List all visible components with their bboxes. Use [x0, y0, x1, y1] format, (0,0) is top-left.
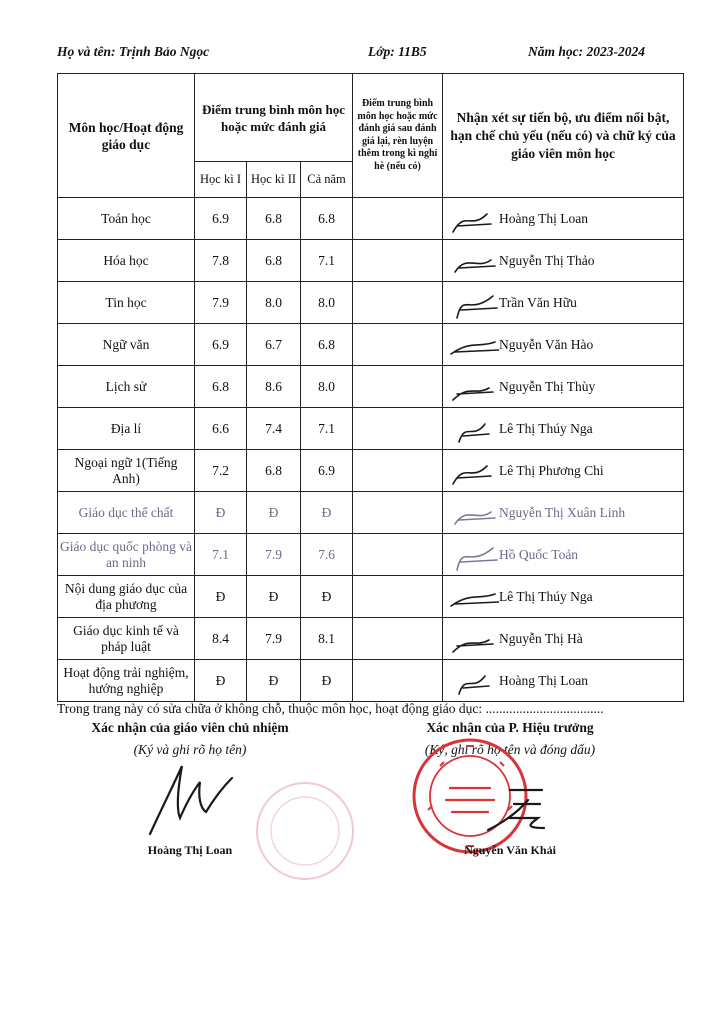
teacher-signature-cell	[443, 282, 684, 324]
subject-cell: Giáo dục thể chất	[58, 492, 195, 534]
class-label: Lớp: 11B5	[368, 44, 427, 59]
semester2-cell: 6.8	[247, 240, 301, 282]
school-year: Năm học: 2023-2024	[528, 44, 645, 59]
teacher-signature	[447, 244, 499, 278]
semester1-cell: 7.1	[195, 534, 247, 576]
year-cell: 8.0	[301, 282, 353, 324]
homeroom-confirm-title: Xác nhận của giáo viên chủ nhiệm	[91, 720, 289, 735]
teacher-name: Nguyễn Thị Thùy	[499, 379, 596, 394]
teacher-name: Lê Thị Thúy Nga	[499, 589, 593, 604]
teacher-signature	[447, 328, 499, 362]
homeroom-signature	[138, 760, 238, 840]
year-cell: 6.8	[301, 324, 353, 366]
year-cell: Đ	[301, 576, 353, 618]
retest-cell	[353, 240, 443, 282]
semester1-cell: 7.2	[195, 450, 247, 492]
retest-cell	[353, 660, 443, 702]
semester2-cell: 6.7	[247, 324, 301, 366]
subject-cell: Toán học	[58, 198, 195, 240]
table-row	[58, 240, 684, 282]
retest-cell	[353, 282, 443, 324]
teacher-signature-cell	[443, 198, 684, 240]
retest-cell	[353, 324, 443, 366]
student-name: Họ và tên: Trịnh Bảo Ngọc	[57, 44, 210, 59]
teacher-signature	[447, 454, 499, 488]
table-row	[58, 324, 684, 366]
semester1-cell: 6.9	[195, 198, 247, 240]
teacher-signature-cell	[443, 366, 684, 408]
retest-cell	[353, 576, 443, 618]
table-row	[58, 618, 684, 660]
subject-cell: Tin học	[58, 282, 195, 324]
homeroom-sign-instruction: (Ký và ghi rõ họ tên)	[133, 742, 247, 757]
subject-cell: Hoạt động trải nghiệm, hướng nghiệp	[58, 660, 195, 702]
teacher-signature	[447, 370, 499, 404]
subject-cell: Giáo dục kinh tế và pháp luật	[58, 618, 195, 660]
retest-cell	[353, 450, 443, 492]
table-row	[58, 534, 684, 576]
teacher-signature	[447, 622, 499, 656]
retest-cell	[353, 618, 443, 660]
subject-cell: Nội dung giáo dục của địa phương	[58, 576, 195, 618]
year-cell: Đ	[301, 492, 353, 534]
semester2-cell: 6.8	[247, 450, 301, 492]
teacher-signature	[447, 580, 499, 614]
subject-cell: Ngữ văn	[58, 324, 195, 366]
year-header: Cả năm	[301, 162, 353, 198]
teacher-signature-cell	[443, 660, 684, 702]
subject-cell: Địa lí	[58, 408, 195, 450]
semester1-header: Học kì I	[195, 162, 247, 198]
subject-cell: Lịch sử	[58, 366, 195, 408]
semester1-cell: Đ	[195, 660, 247, 702]
year-cell: 8.0	[301, 366, 353, 408]
teacher-signature	[447, 202, 499, 236]
grades-table	[57, 73, 684, 702]
semester1-cell: 6.8	[195, 366, 247, 408]
semester1-cell: Đ	[195, 576, 247, 618]
correction-note: Trong trang này có sửa chữa ở không chỗ, thuộc môn học, hoạt động giáo dục: ...................................	[57, 701, 604, 716]
semester1-cell: 8.4	[195, 618, 247, 660]
teacher-signature	[447, 538, 499, 572]
remark-header: Nhận xét sự tiến bộ, ưu điểm nổi bật, hạn chế chủ yếu (nếu có) và chữ ký của giáo viên môn học	[443, 74, 684, 198]
retest-cell	[353, 366, 443, 408]
teacher-signature-cell	[443, 534, 684, 576]
retest-cell	[353, 408, 443, 450]
semester2-cell: 7.9	[247, 618, 301, 660]
year-cell: Đ	[301, 660, 353, 702]
subject-cell: Ngoại ngữ 1(Tiếng Anh)	[58, 450, 195, 492]
year-cell: 7.1	[301, 240, 353, 282]
teacher-signature	[447, 664, 499, 698]
teacher-name: Trần Văn Hữu	[499, 295, 577, 310]
teacher-name: Lê Thị Phương Chi	[499, 463, 604, 478]
semester1-cell: 7.9	[195, 282, 247, 324]
teacher-signature-cell	[443, 618, 684, 660]
semester1-cell: 7.8	[195, 240, 247, 282]
semester2-cell: 7.9	[247, 534, 301, 576]
principal-sign-instruction: (Ký, ghi rõ họ tên và đóng dấu)	[424, 742, 596, 757]
teacher-signature	[447, 412, 499, 446]
table-row	[58, 366, 684, 408]
semester2-cell: Đ	[247, 492, 301, 534]
teacher-name: Lê Thị Thúy Nga	[499, 421, 593, 436]
teacher-name: Nguyễn Thị Thảo	[499, 253, 595, 268]
table-row	[58, 492, 684, 534]
semester1-cell: 6.9	[195, 324, 247, 366]
teacher-signature-cell	[443, 492, 684, 534]
retest-cell	[353, 492, 443, 534]
table-row	[58, 198, 684, 240]
faint-stamp-watermark	[252, 778, 358, 884]
year-cell: 6.9	[301, 450, 353, 492]
teacher-name: Nguyễn Văn Hào	[499, 337, 594, 352]
year-cell: 7.1	[301, 408, 353, 450]
table-row	[58, 282, 684, 324]
semester1-cell: Đ	[195, 492, 247, 534]
semester2-cell: 6.8	[247, 198, 301, 240]
semester2-cell: Đ	[247, 660, 301, 702]
teacher-name: Nguyễn Thị Hà	[499, 631, 583, 646]
subject-cell: Giáo dục quốc phòng và an ninh	[58, 534, 195, 576]
subject-cell: Hóa học	[58, 240, 195, 282]
teacher-name: Nguyễn Thị Xuân Linh	[499, 505, 626, 520]
year-cell: 8.1	[301, 618, 353, 660]
table-row	[58, 660, 684, 702]
teacher-signature	[447, 286, 499, 320]
semester2-cell: Đ	[247, 576, 301, 618]
year-cell: 6.8	[301, 198, 353, 240]
semester2-cell: 8.6	[247, 366, 301, 408]
semester2-header: Học kì II	[247, 162, 301, 198]
semester1-cell: 6.6	[195, 408, 247, 450]
table-row	[58, 450, 684, 492]
retest-header: Điểm trung bình môn học hoặc mức đánh giá sau đánh giá lại, rèn luyện thêm trong kì nghỉ hè (nếu có)	[353, 74, 443, 198]
principal-confirm-title: Xác nhận của P. Hiệu trưởng	[426, 720, 594, 735]
semester2-cell: 7.4	[247, 408, 301, 450]
teacher-name: Hoàng Thị Loan	[499, 211, 588, 226]
semester2-cell: 8.0	[247, 282, 301, 324]
retest-cell	[353, 198, 443, 240]
table-row	[58, 576, 684, 618]
teacher-signature	[447, 496, 499, 530]
average-header: Điểm trung bình môn học hoặc mức đánh giá	[195, 74, 353, 162]
teacher-signature-cell	[443, 408, 684, 450]
subject-header: Môn học/Hoạt động giáo dục	[58, 74, 195, 198]
teacher-name: Hồ Quốc Toản	[499, 547, 579, 562]
teacher-signature-cell	[443, 324, 684, 366]
teacher-signature-cell	[443, 240, 684, 282]
teacher-name: Hoàng Thị Loan	[499, 673, 588, 688]
principal-signature	[484, 782, 554, 838]
retest-cell	[353, 534, 443, 576]
homeroom-teacher-name: Hoàng Thị Loan	[147, 843, 233, 857]
table-row	[58, 408, 684, 450]
principal-name: Nguyễn Văn Khải	[464, 843, 556, 857]
teacher-signature-cell	[443, 576, 684, 618]
year-cell: 7.6	[301, 534, 353, 576]
teacher-signature-cell	[443, 450, 684, 492]
